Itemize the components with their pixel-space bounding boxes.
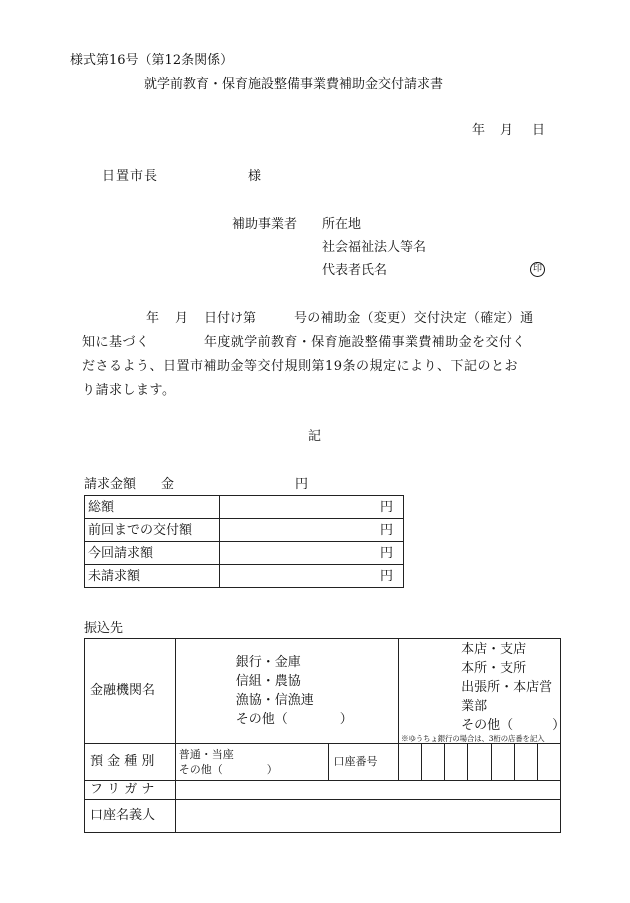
branch-type-cell[interactable]: [399, 639, 566, 744]
seal-icon: 印: [530, 262, 545, 277]
branch-type-option: 本所・支所: [461, 661, 527, 676]
form-title: 就学前教育・保育施設整備事業費補助金交付請求書: [144, 77, 444, 92]
body-line-2-rest: 年度就学前教育・保育施設整備事業費補助金を交付く: [204, 335, 526, 350]
addressee-name: 日置市長: [102, 169, 159, 184]
furigana-field[interactable]: [175, 780, 560, 799]
representative-name-label: 代表者氏名: [322, 263, 388, 278]
bank-type-option: その他（ ）: [235, 711, 353, 727]
addressee-honorific: 様: [248, 169, 262, 184]
amount-table: [84, 495, 404, 588]
body-line-4: り請求します。: [82, 383, 176, 398]
institution-label: 金融機関名: [85, 639, 176, 744]
body-line-2: [82, 336, 562, 350]
ki-heading: 記: [308, 429, 322, 444]
table-row: [85, 496, 404, 519]
account-number-label: 口座番号: [329, 743, 399, 780]
yen-unit: 円: [379, 568, 393, 584]
body-line-1: [82, 312, 562, 326]
account-digit-box[interactable]: [399, 743, 422, 780]
total-amount-label: 総額: [85, 496, 220, 519]
deposit-type-option: その他（ ）: [178, 762, 278, 776]
request-amount-label: 請求金額: [84, 477, 137, 492]
branch-type-option: 本店・支店: [461, 642, 527, 657]
yen-unit: 円: [379, 545, 393, 561]
date-month-label: 月: [500, 123, 514, 138]
address-label: 所在地: [322, 217, 362, 232]
yen-unit: 円: [379, 499, 393, 515]
current-request-label: 今回請求額: [85, 542, 220, 565]
account-holder-field[interactable]: [175, 799, 560, 832]
bank-type-option: 銀行・金庫: [235, 654, 301, 670]
body-year: 年: [146, 311, 160, 326]
unrequested-amount-field[interactable]: [220, 565, 404, 588]
furigana-label: フ リ ガ ナ: [85, 780, 176, 799]
bank-type-option: 信組・農協: [235, 673, 301, 689]
table-row: [85, 519, 404, 542]
previous-amount-field[interactable]: [220, 519, 404, 542]
body-line-3: ださるよう、日置市補助金等交付規則第19条の規定により、下記のとお: [82, 359, 519, 374]
bank-type-option: 漁協・信漁連: [235, 692, 314, 708]
body-line-1-rest: 号の補助金（変更）交付決定（確定）通: [294, 311, 534, 326]
corporation-name-label: 社会福祉法人等名: [322, 240, 427, 255]
current-request-field[interactable]: [220, 542, 404, 565]
table-row: [85, 780, 561, 799]
bank-account-table: [84, 638, 566, 833]
total-amount-field[interactable]: [220, 496, 404, 519]
table-row: [85, 639, 561, 744]
branch-type-option: 出張所・本店営業部: [461, 680, 553, 714]
date-day-label: 日: [532, 123, 546, 138]
account-digit-box[interactable]: [514, 743, 537, 780]
account-digit-box[interactable]: [468, 743, 491, 780]
table-row: [85, 799, 561, 832]
deposit-type-cell[interactable]: [175, 743, 329, 780]
table-row: [85, 743, 561, 780]
request-kin-label: 金: [161, 477, 175, 492]
account-digit-box[interactable]: [422, 743, 445, 780]
transfer-destination-label: 振込先: [84, 621, 124, 636]
body-month: 月: [175, 311, 189, 326]
grantee-label: 補助事業者: [232, 217, 298, 232]
form-code: 様式第16号（第12条関係）: [70, 53, 234, 68]
table-row: [85, 565, 404, 588]
branch-type-option: その他（ ）: [461, 718, 566, 733]
table-row: [85, 542, 404, 565]
account-digit-box[interactable]: [445, 743, 468, 780]
account-digit-box[interactable]: [537, 743, 560, 780]
yucho-note: ※ゆうちょ銀行の場合は、3桁の店番を記入: [401, 734, 545, 743]
deposit-type-label: 預 金 種 別: [85, 743, 176, 780]
date-year-label: 年: [472, 123, 486, 138]
account-holder-label: 口座名義人: [85, 799, 176, 832]
body-day-number: 日付け第: [204, 311, 257, 326]
previous-amount-label: 前回までの交付額: [85, 519, 220, 542]
deposit-type-option: 普通・当座: [178, 747, 234, 761]
unrequested-amount-label: 未請求額: [85, 565, 220, 588]
request-yen-unit: 円: [295, 477, 309, 492]
bank-type-cell[interactable]: [175, 639, 398, 744]
account-digit-box[interactable]: [491, 743, 514, 780]
body-line-2-start: 知に基づく: [82, 335, 150, 350]
yen-unit: 円: [379, 522, 393, 538]
